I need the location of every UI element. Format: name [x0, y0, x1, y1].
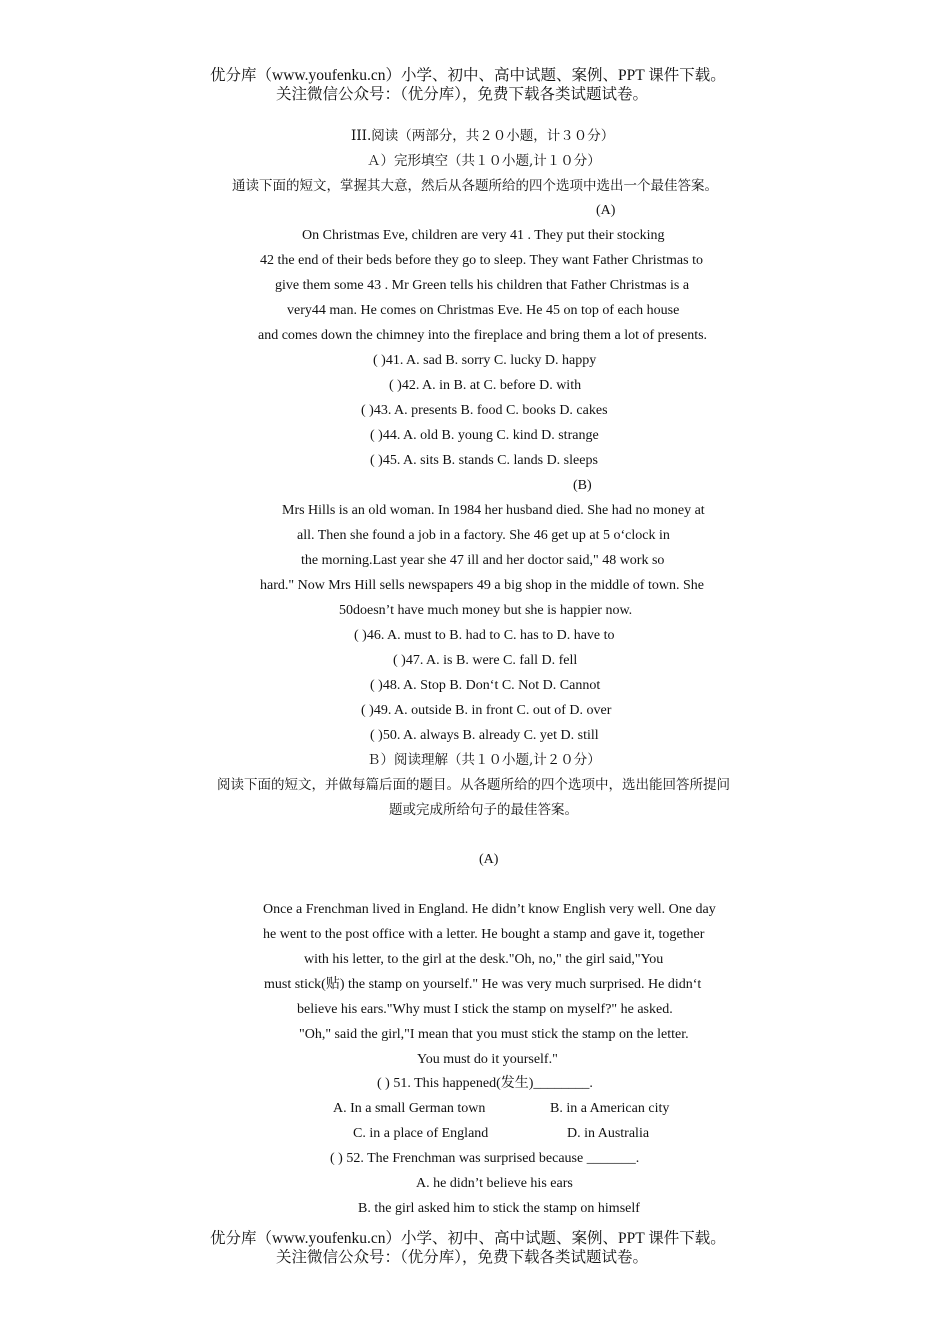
header-line-1: 优分库（www.youfenku.cn）小学、初中、高中试题、案例、PPT 课件下载。: [210, 67, 726, 84]
part-b-instruction: 题或完成所给句子的最佳答案。: [389, 802, 578, 818]
question-51-option-a: A. In a small German town: [333, 1101, 486, 1116]
question-49: ( )49. A. outside B. in front C. out of D. over: [361, 703, 612, 718]
question-50: ( )50. A. always B. already C. yet D. still: [370, 728, 599, 743]
cloze-b-line: 50doesn’t have much money but she is happier now.: [339, 603, 633, 618]
reading-a-line: "Oh," said the girl,"I mean that you must stick the stamp on the letter.: [299, 1027, 689, 1042]
question-43: ( )43. A. presents B. food C. books D. cakes: [361, 403, 608, 418]
question-46: ( )46. A. must to B. had to C. has to D. have to: [354, 628, 615, 643]
cloze-a-line: and comes down the chimney into the fireplace and bring them a lot of presents.: [258, 328, 708, 343]
question-51-option-b: B. in a American city: [550, 1101, 670, 1116]
reading-a-line: believe his ears."Why must I stick the stamp on myself?" he asked.: [297, 1002, 673, 1017]
cloze-b-line: Mrs Hills is an old woman. In 1984 her husband died. She had no money at: [282, 503, 705, 518]
question-47: ( )47. A. is B. were C. fall D. fell: [393, 653, 578, 668]
question-45: ( )45. A. sits B. stands C. lands D. sleeps: [370, 453, 598, 468]
reading-a-line: must stick(贴) the stamp on yourself." He was very much surprised. He didn‘t: [264, 977, 702, 992]
question-44: ( )44. A. old B. young C. kind D. strange: [370, 428, 599, 443]
question-52-option-b: B. the girl asked him to stick the stamp on himself: [358, 1201, 640, 1216]
question-51-option-d: D. in Australia: [567, 1126, 650, 1141]
question-51-stem: ( ) 51. This happened(发生)________.: [377, 1076, 593, 1091]
question-41: ( )41. A. sad B. sorry C. lucky D. happy: [373, 353, 597, 368]
cloze-b-label: (B): [573, 478, 592, 493]
reading-a-line: he went to the post office with a letter. He bought a stamp and gave it, together: [263, 927, 705, 942]
question-52-stem: ( ) 52. The Frenchman was surprised because _______.: [330, 1151, 640, 1166]
cloze-b-line: hard." Now Mrs Hill sells newspapers 49 a big shop in the middle of town. She: [260, 578, 704, 593]
cloze-a-label: (A): [596, 203, 616, 218]
part-b-instruction: 阅读下面的短文，并做每篇后面的题目。从各题所给的四个选项中，选出能回答所提问: [217, 777, 730, 793]
cloze-b-line: all. Then she found a job in a factory. She 46 get up at 5 o‘clock in: [297, 528, 670, 543]
header-line-2: 关注微信公众号：（优分库），免费下载各类试题试卷。: [276, 86, 649, 103]
cloze-a-line: On Christmas Eve, children are very 41 . They put their stocking: [302, 228, 665, 243]
cloze-a-line: give them some 43 . Mr Green tells his children that Father Christmas is a: [275, 278, 690, 293]
reading-a-line: with his letter, to the girl at the desk."Oh, no," the girl said,"You: [304, 952, 664, 967]
part-a-instruction: 通读下面的短文，掌握其大意，然后从各题所给的四个选项中选出一个最佳答案。: [232, 178, 718, 194]
footer-line-2: 关注微信公众号：（优分库），免费下载各类试题试卷。: [276, 1249, 649, 1266]
cloze-a-line: 42 the end of their beds before they go to sleep. They want Father Christmas to: [260, 253, 703, 268]
footer-line-1: 优分库（www.youfenku.cn）小学、初中、高中试题、案例、PPT 课件下载。: [210, 1230, 726, 1247]
question-52-option-a: A. he didn’t believe his ears: [416, 1176, 573, 1191]
part-b-title: Ｂ）阅读理解（共１０小题,计２０分）: [367, 752, 601, 768]
question-42: ( )42. A. in B. at C. before D. with: [389, 378, 582, 393]
question-51-option-c: C. in a place of England: [353, 1126, 489, 1141]
cloze-b-line: the morning.Last year she 47 ill and her doctor said," 48 work so: [301, 553, 665, 568]
section-title: III.阅读（两部分，共２０小题，计３０分）: [351, 128, 615, 144]
reading-a-line: You must do it yourself.": [417, 1052, 558, 1067]
question-48: ( )48. A. Stop B. Don‘t C. Not D. Cannot: [370, 678, 601, 693]
reading-a-line: Once a Frenchman lived in England. He didn’t know English very well. One day: [263, 902, 716, 917]
reading-a-label: (A): [479, 852, 499, 867]
part-a-title: Ａ）完形填空（共１０小题,计１０分）: [367, 153, 601, 169]
cloze-a-line: very44 man. He comes on Christmas Eve. He 45 on top of each house: [287, 303, 680, 318]
